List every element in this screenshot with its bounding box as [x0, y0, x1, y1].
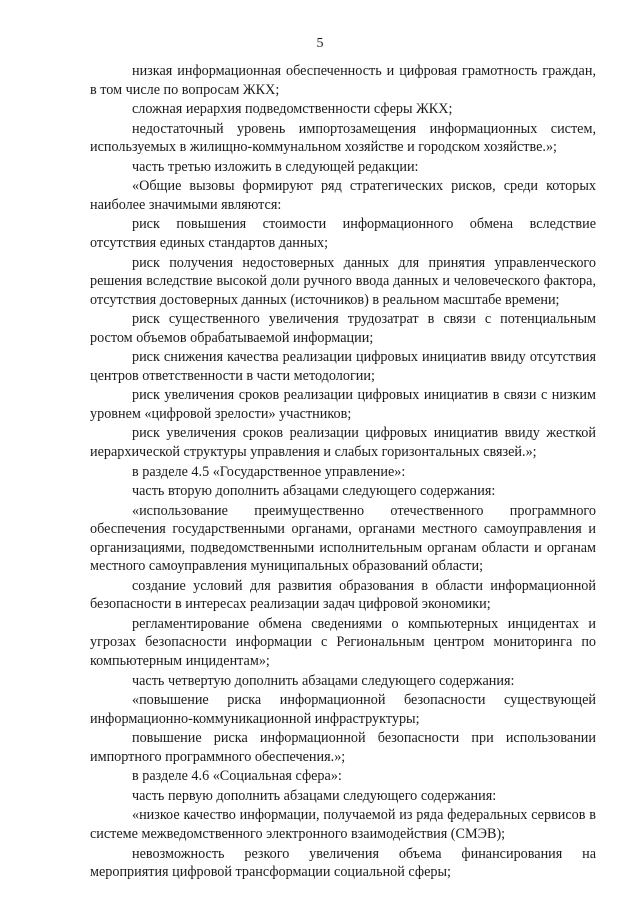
paragraph: часть четвертую дополнить абзацами следующего содержания: — [132, 672, 515, 689]
paragraph: «использование преимущественно отечественного программного обеспечения государственными органами, органами местного самоуправления и организациями, подведомственными исполнительным органам области и органам местного самоуправления муниципальных образований области; — [90, 502, 596, 575]
paragraph: «Общие вызовы формируют ряд стратегических рисков, среди которых наиболее значимыми являются: — [90, 178, 596, 213]
paragraph: «низкое качество информации, получаемой из ряда федеральных сервисов в системе межведомственного электронного взаимодействия (СМЭВ); — [90, 807, 596, 842]
paragraph: риск существенного увеличения трудозатрат в связи с потенциальным ростом объемов обрабатываемой информации; — [90, 311, 596, 346]
paragraph: риск снижения качества реализации цифровых инициатив ввиду отсутствия центров ответственности в части методологии; — [90, 349, 596, 384]
paragraph: риск получения недостоверных данных для принятия управленческого решения вследствие высокой доли ручного ввода данных и человеческого фактора, отсутствия достоверных данных (источников) в реальном масштабе времени; — [90, 254, 596, 308]
paragraph: в разделе 4.5 «Государственное управление»: — [132, 463, 406, 480]
paragraph: невозможность резкого увеличения объема финансирования на мероприятия цифровой трансформации социальной сферы; — [90, 845, 596, 881]
paragraph: повышение риска информационной безопасности при использовании импортного программного обеспечения.»; — [90, 730, 596, 765]
page-number: 5 — [316, 36, 324, 51]
paragraph: риск повышения стоимости информационного обмена вследствие отсутствия единых стандартов данных; — [90, 216, 596, 251]
paragraph: «повышение риска информационной безопасности существующей информационно-коммуникационной инфраструктуры; — [90, 692, 596, 727]
paragraph: регламентирование обмена сведениями о компьютерных инцидентах и угрозах безопасности информации с Региональным центром мониторинга по компьютерным инцидентам»; — [90, 615, 596, 669]
paragraph: риск увеличения сроков реализации цифровых инициатив ввиду жесткой иерархической структуры управления и слабых горизонтальных связей.»; — [90, 425, 596, 460]
paragraph: риск увеличения сроков реализации цифровых инициатив в связи с низким уровнем «цифровой зрелости» участников; — [90, 387, 596, 422]
paragraph: создание условий для развития образования в области информационной безопасности в интересах реализации задач цифровой экономики; — [90, 577, 596, 613]
paragraph: в разделе 4.6 «Социальная сфера»: — [132, 768, 342, 785]
paragraph: часть первую дополнить абзацами следующего содержания: — [132, 787, 497, 804]
paragraph: низкая информационная обеспеченность и цифровая грамотность граждан, в том числе по вопросам ЖКХ; — [90, 63, 596, 98]
paragraph: часть вторую дополнить абзацами следующего содержания: — [132, 483, 496, 500]
paragraph: часть третью изложить в следующей редакции: — [132, 158, 419, 175]
document-body — [90, 62, 596, 883]
paragraph: сложная иерархия подведомственности сферы ЖКХ; — [132, 101, 453, 118]
paragraph: недостаточный уровень импортозамещения информационных систем, используемых в жилищно-коммунальном хозяйстве и городском хозяйстве.»; — [90, 120, 596, 156]
